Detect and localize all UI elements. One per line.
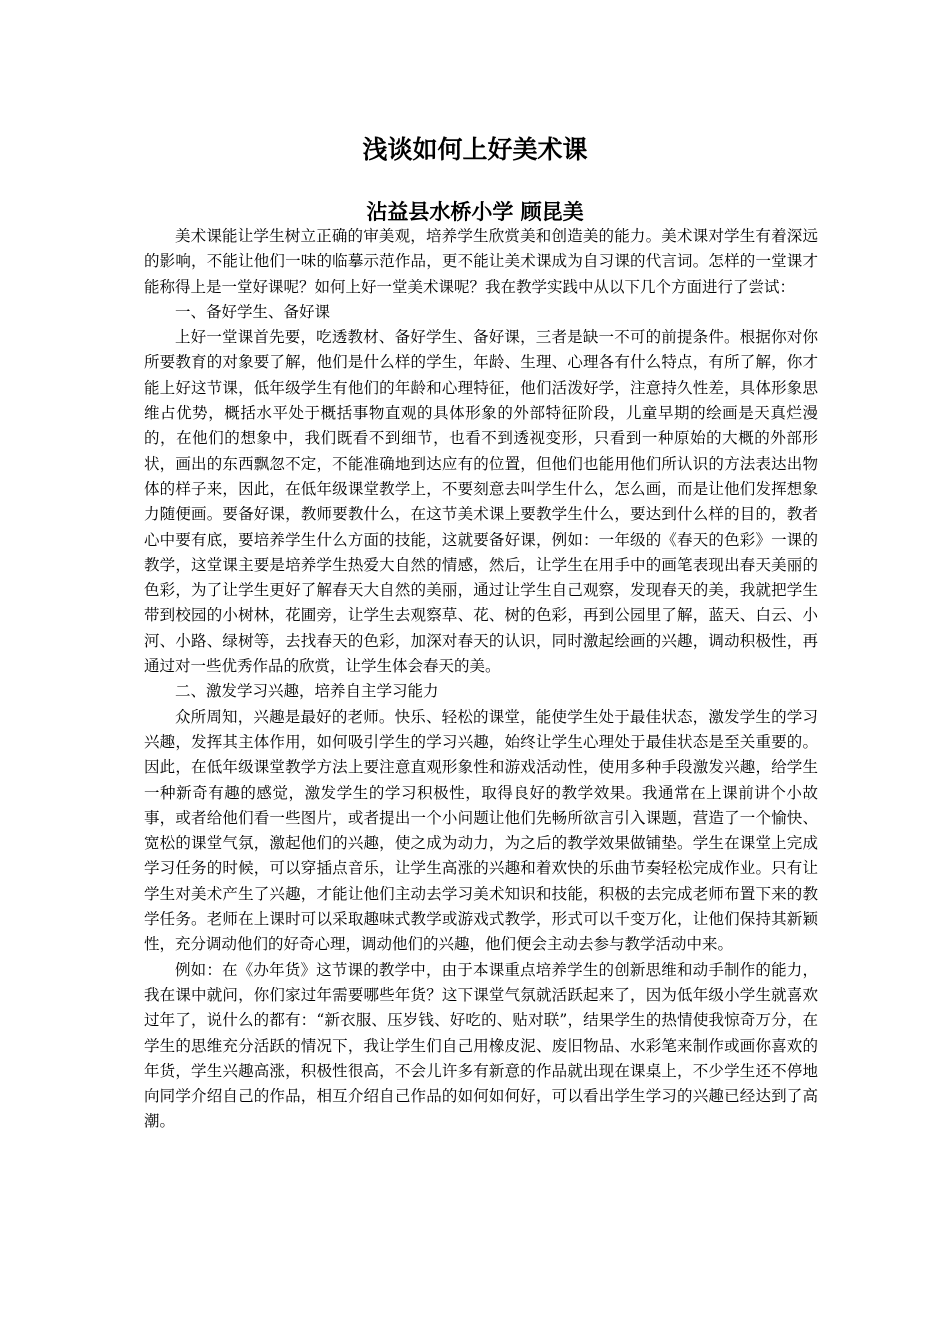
section-2-paragraph: 众所周知，兴趣是最好的老师。快乐、轻松的课堂，能使学生处于最佳状态，激发学生的学习兴趣，发挥其主体作用，如何吸引学生的学习兴趣，始终让学生心理处于最佳状态是至关重要的。因此，在低年级课堂教学方法上要注意直观形象性和游戏活动性，使用多种手段激发兴趣，给学生一种新奇有趣的感觉，激发学生的学习积极性，取得良好的教学效果。我通常在上课前讲个小故事，或者给他们看一些图片，或者提出一个小问题让他们先畅所欲言引入课题，营造了一个愉快、宽松的课堂气氛，激起他们的兴趣，使之成为动力，为之后的教学效果做铺垫。学生在课堂上完成学习任务的时候，可以穿插点音乐，让学生高涨的兴趣和着欢快的乐曲节奏轻松完成作业。只有让学生对美术产生了兴趣，才能让他们主动去学习美术知识和技能，积极的去完成老师布置下来的教学任务。老师在上课时可以采取趣味式教学或游戏式教学，形式可以千变万化，让他们保持其新颖性，充分调动他们的好奇心理，调动他们的兴趣，他们便会主动去参与教学活动中来。 [144,707,818,954]
document-title: 浅谈如何上好美术课 [362,135,588,164]
section-heading-1: 一、备好学生、备好课 [175,302,331,321]
document-author: 沾益县水桥小学 顾昆美 [366,199,584,224]
section-heading-2: 二、激发学习兴趣，培养自主学习能力 [175,682,439,701]
example-paragraph: 例如：在《办年货》这节课的教学中，由于本课重点培养学生的创新思维和动手制作的能力，我在课中就问，你们家过年需要哪些年货？这下课堂气氛就活跃起来了，因为低年级小学生就喜欢过年了，说什么的都有：“新衣服、压岁钱、好吃的、贴对联”，结果学生的热情使我惊奇万分，在学生的思维充分活跃的情况下，我让学生们自己用橡皮泥、废旧物品、水彩笔来制作或画你喜欢的年货，学生兴趣高涨，积极性很高，不会儿许多有新意的作品就出现在课桌上，不少学生还不停地向同学介绍自己的作品，相互介绍自己作品的如何如何好，可以看出学生学习的兴趣已经达到了高潮。 [144,960,818,1131]
section-1-paragraph: 上好一堂课首先要，吃透教材、备好学生、备好课，三者是缺一不可的前提条件。根据你对你所要教育的对象要了解，他们是什么样的学生，年龄、生理、心理各有什么特点，有所了解，你才能上好这节课，低年级学生有他们的年龄和心理特征，他们活泼好学，注意持久性差，具体形象思维占优势，概括水平处于概括事物直观的具体形象的外部特征阶段，儿童早期的绘画是天真烂漫的，在他们的想象中，我们既看不到细节，也看不到透视变形，只看到一种原始的大概的外部形状，画出的东西飘忽不定，不能准确地到达应有的位置，但他们也能用他们所认识的方法表达出物体的样子来，因此，在低年级课堂教学上，不要刻意去叫学生什么，怎么画，而是让他们发挥想象力随便画。要备好课，教师要教什么，在这节美术课上要教学生什么，要达到什么样的目的，教者心中要有底，要培养学生什么方面的技能，这就要备好课，例如：一年级的《春天的色彩》一课的教学，这堂课主要是培养学生热爱大自然的情感，然后，让学生在用手中的画笔表现出春天美丽的色彩，为了让学生更好了解春天大自然的美丽，通过让学生自己观察，发现春天的美，我就把学生带到校园的小树林，花圃旁，让学生去观察草、花、树的色彩，再到公园里了解，蓝天、白云、小河、小路、绿树等，去找春天的色彩，加深对春天的认识，同时激起绘画的兴趣，调动积极性，再通过对一些优秀作品的欣赏，让学生体会春天的美。 [144,328,818,676]
document-body [144,224,818,1135]
intro-paragraph: 美术课能让学生树立正确的审美观，培养学生欣赏美和创造美的能力。美术课对学生有着深远的影响，不能让他们一味的临摹示范作品，更不能让美术课成为自习课的代言词。怎样的一堂课才能称得上是一堂好课呢？如何上好一堂美术课呢？我在教学实践中从以下几个方面进行了尝试： [144,227,818,296]
